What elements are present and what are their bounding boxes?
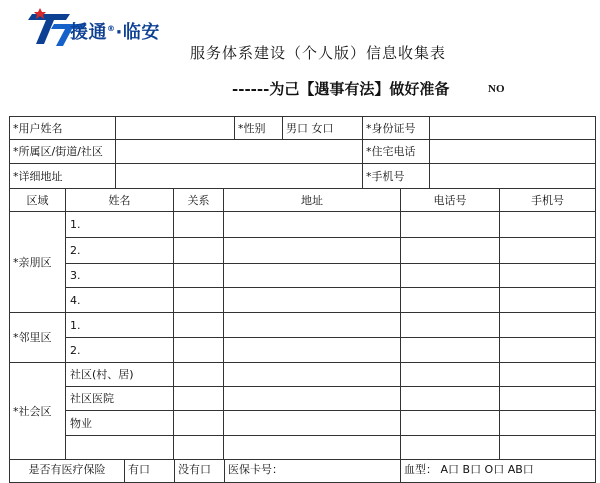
social-row-1-address[interactable]: [223, 362, 401, 387]
social-row-1-relation[interactable]: [173, 362, 224, 387]
social-row-2-address[interactable]: [223, 386, 401, 411]
relatives-row-4-address[interactable]: [223, 287, 401, 313]
relatives-row-1-relation[interactable]: [173, 211, 224, 238]
blood-type-options[interactable]: 血型： A口 B口 O口 AB口: [400, 459, 596, 483]
form-number-label: NO: [488, 83, 505, 95]
id-number-label: *身份证号: [362, 116, 430, 140]
social-row-1-phone[interactable]: [400, 362, 500, 387]
neighbors-row-1-name[interactable]: 1.: [65, 312, 174, 338]
relatives-row-2-name[interactable]: 2.: [65, 237, 174, 264]
social-row-4-mobile[interactable]: [499, 435, 596, 460]
gender-label: *性别: [234, 116, 283, 140]
header-mobile: 手机号: [499, 188, 596, 212]
mobile-field[interactable]: [429, 163, 596, 189]
neighbors-section-label: *邻里区: [9, 312, 66, 363]
relatives-row-1-mobile[interactable]: [499, 211, 596, 238]
relatives-row-3-address[interactable]: [223, 263, 401, 288]
social-row-property-name[interactable]: 物业: [65, 410, 174, 436]
neighbors-row-1-relation[interactable]: [173, 312, 224, 338]
insurance-label: 是否有医疗保险: [9, 459, 125, 483]
home-phone-field[interactable]: [429, 139, 596, 164]
neighbors-row-1-phone[interactable]: [400, 312, 500, 338]
social-row-4-name[interactable]: [65, 435, 174, 460]
relatives-row-4-name[interactable]: 4.: [65, 287, 174, 313]
relatives-row-1-name[interactable]: 1.: [65, 211, 174, 238]
social-row-2-relation[interactable]: [173, 386, 224, 411]
address-label: *详细地址: [9, 163, 116, 189]
relatives-row-2-mobile[interactable]: [499, 237, 596, 264]
header-address: 地址: [223, 188, 401, 212]
id-number-field[interactable]: [429, 116, 596, 140]
relatives-row-3-mobile[interactable]: [499, 263, 596, 288]
header-phone: 电话号: [400, 188, 500, 212]
social-row-2-mobile[interactable]: [499, 386, 596, 411]
social-row-3-mobile[interactable]: [499, 410, 596, 436]
social-row-hospital-name[interactable]: 社区医院: [65, 386, 174, 411]
social-row-1-mobile[interactable]: [499, 362, 596, 387]
header-name: 姓名: [65, 188, 174, 212]
relatives-row-4-relation[interactable]: [173, 287, 224, 313]
social-row-3-phone[interactable]: [400, 410, 500, 436]
neighbors-row-1-mobile[interactable]: [499, 312, 596, 338]
relatives-row-1-address[interactable]: [223, 211, 401, 238]
relatives-row-3-relation[interactable]: [173, 263, 224, 288]
neighbors-row-2-mobile[interactable]: [499, 337, 596, 363]
medical-card-label: 医保卡号：: [224, 459, 401, 483]
social-row-4-address[interactable]: [223, 435, 401, 460]
relatives-row-1-phone[interactable]: [400, 211, 500, 238]
form-subtitle: ------为己【遇事有法】做好准备: [232, 80, 450, 98]
header-relation: 关系: [173, 188, 224, 212]
social-row-community-name[interactable]: 社区(村、居): [65, 362, 174, 387]
social-row-2-phone[interactable]: [400, 386, 500, 411]
neighbors-row-2-relation[interactable]: [173, 337, 224, 363]
relatives-row-4-mobile[interactable]: [499, 287, 596, 313]
community-label: *所属区/街道/社区: [9, 139, 116, 164]
relatives-row-3-phone[interactable]: [400, 263, 500, 288]
relatives-row-2-address[interactable]: [223, 237, 401, 264]
neighbors-row-2-address[interactable]: [223, 337, 401, 363]
neighbors-row-2-name[interactable]: 2.: [65, 337, 174, 363]
address-field[interactable]: [115, 163, 363, 189]
social-row-4-relation[interactable]: [173, 435, 224, 460]
form-title: 服务体系建设（个人版）信息收集表: [190, 44, 447, 62]
relatives-row-3-name[interactable]: 3.: [65, 263, 174, 288]
mobile-label: *手机号: [362, 163, 430, 189]
relatives-row-2-phone[interactable]: [400, 237, 500, 264]
neighbors-row-1-address[interactable]: [223, 312, 401, 338]
user-name-field[interactable]: [115, 116, 235, 140]
social-section-label: *社会区: [9, 362, 66, 460]
social-row-4-phone[interactable]: [400, 435, 500, 460]
insurance-no-option[interactable]: 没有口: [174, 459, 225, 483]
home-phone-label: *住宅电话: [362, 139, 430, 164]
header-region: 区域: [9, 188, 66, 212]
social-row-3-relation[interactable]: [173, 410, 224, 436]
insurance-yes-option[interactable]: 有口: [124, 459, 175, 483]
relatives-row-4-phone[interactable]: [400, 287, 500, 313]
community-field[interactable]: [115, 139, 363, 164]
relatives-row-2-relation[interactable]: [173, 237, 224, 264]
relatives-section-label: *亲朋区: [9, 211, 66, 313]
logo-text: 援通®·临安: [70, 22, 160, 43]
neighbors-row-2-phone[interactable]: [400, 337, 500, 363]
user-name-label: *用户姓名: [9, 116, 116, 140]
gender-options[interactable]: 男口 女口: [282, 116, 363, 140]
social-row-3-address[interactable]: [223, 410, 401, 436]
